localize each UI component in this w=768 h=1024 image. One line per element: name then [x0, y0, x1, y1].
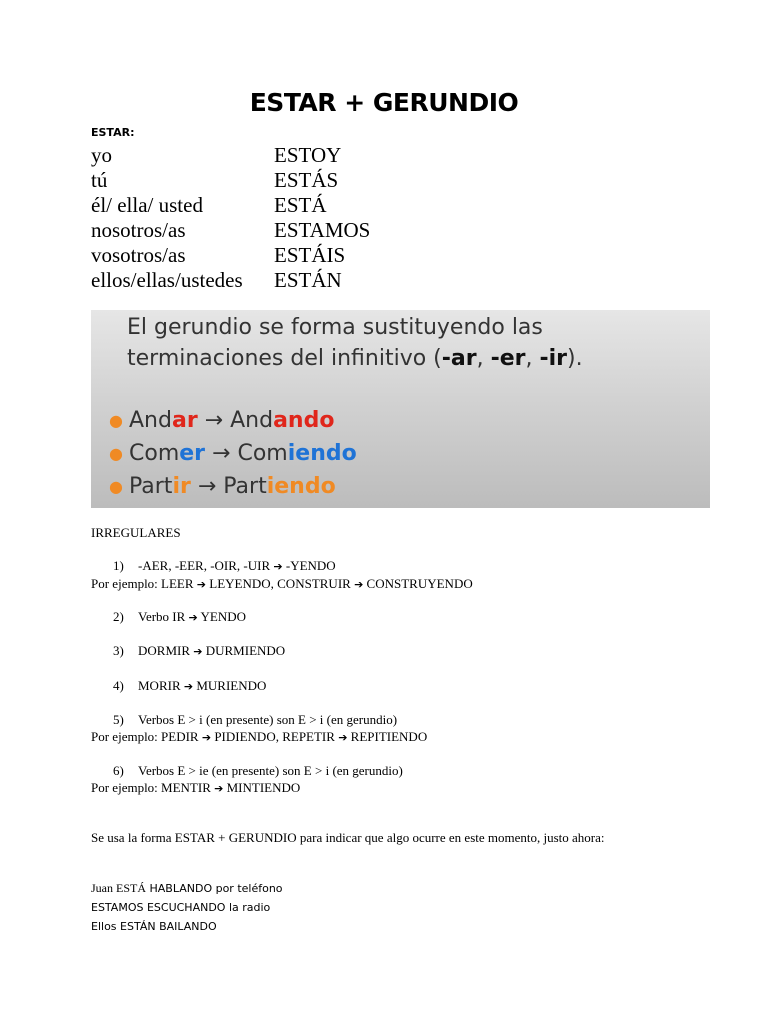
- rule-result: -YENDO: [285, 558, 336, 573]
- example-rest: Ellos ESTÁN BAILANDO: [91, 920, 217, 933]
- conjugation-row: [91, 268, 370, 293]
- arrow-icon: ➔: [273, 560, 283, 573]
- rule-number: 1): [113, 558, 124, 573]
- gerund-stem: Com: [237, 441, 288, 466]
- gerund-stem: And: [230, 408, 274, 433]
- usage-example: [91, 898, 283, 917]
- comma: ,: [525, 346, 540, 371]
- infinitive-ending: ar: [171, 408, 198, 433]
- example-text: Por ejemplo: LEER: [91, 576, 194, 591]
- arrow-icon: ➔: [201, 731, 212, 744]
- verb-form: ESTÁN: [274, 268, 342, 292]
- arrow-icon: ➔: [214, 782, 224, 795]
- example-text: Por ejemplo: PEDIR: [91, 729, 199, 744]
- gerund-slide: [91, 310, 710, 508]
- example-text: CONSTRUYENDO: [366, 576, 473, 591]
- pronoun: ellos/ellas/ustedes: [91, 268, 243, 292]
- usage-note: Se usa la forma ESTAR + GERUNDIO para indicar que algo ocurre en este momento, justo ahora:: [91, 830, 605, 845]
- page-title: ESTAR + GERUNDIO: [249, 88, 519, 117]
- arrow-icon: →: [197, 474, 217, 499]
- example-text: PIDIENDO, REPETIR: [214, 729, 335, 744]
- bullet-icon: ●: [109, 477, 123, 496]
- conjugation-row: [91, 218, 370, 243]
- pronoun: vosotros/as: [91, 243, 186, 267]
- rule-3: [91, 642, 711, 660]
- infinitive-stem: Part: [129, 474, 173, 499]
- infinitive-ending: ir: [172, 474, 191, 499]
- rule-text: Verbos E > ie (en presente) son E > i (en gerundio): [138, 763, 403, 778]
- rule-1: [91, 557, 711, 593]
- arrow-icon: ➔: [193, 645, 203, 658]
- infinitive-ending: er: [179, 441, 206, 466]
- rule-number: 4): [113, 678, 124, 693]
- rule-number: 6): [113, 763, 124, 778]
- conjugation-row: [91, 243, 370, 268]
- slide-heading: [127, 312, 583, 374]
- conjugation-row: [91, 193, 370, 218]
- slide-example-partir: [109, 470, 357, 503]
- rule-4: [91, 677, 711, 695]
- rule-result: MURIENDO: [196, 678, 267, 693]
- verb-form: ESTÁ: [274, 193, 327, 217]
- example-text: REPITIENDO: [350, 729, 428, 744]
- rule-number: 3): [113, 643, 124, 658]
- arrow-icon: ➔: [188, 611, 198, 624]
- slide-line-2-pre: terminaciones del infinitivo (: [127, 346, 442, 371]
- pronoun: yo: [91, 143, 112, 167]
- ending-er: -er: [490, 346, 526, 371]
- slide-example-andar: [109, 404, 357, 437]
- verb-form: ESTÁS: [274, 168, 339, 192]
- arrow-icon: ➔: [354, 578, 364, 591]
- rule-2: [91, 608, 711, 626]
- arrow-icon: →: [212, 441, 231, 466]
- ending-ir: -ir: [539, 346, 568, 371]
- arrow-icon: ➔: [183, 680, 194, 693]
- conjugation-row: [91, 143, 370, 168]
- rule-text: Verbo IR: [138, 609, 186, 624]
- example-rest: ESTAMOS ESCUCHANDO la radio: [91, 901, 271, 914]
- rule-number: 2): [113, 609, 124, 624]
- rule-5: [91, 711, 711, 746]
- arrow-icon: ➔: [196, 578, 207, 591]
- example-text: Por ejemplo: MENTIR: [91, 780, 211, 795]
- pronoun: él/ ella/ usted: [91, 193, 203, 217]
- infinitive-stem: Com: [129, 441, 180, 466]
- rule-result: YENDO: [200, 609, 247, 624]
- infinitive-stem: And: [129, 408, 172, 433]
- estar-label: ESTAR:: [91, 126, 135, 139]
- usage-example: [91, 917, 283, 936]
- conjugation-row: [91, 168, 370, 193]
- slide-examples: [109, 404, 357, 503]
- conjugation-table: [91, 143, 370, 293]
- arrow-icon: →: [204, 408, 224, 433]
- example-rest: HABLANDO por teléfono: [146, 882, 283, 895]
- example-text: MINTIENDO: [226, 780, 301, 795]
- usage-examples: [91, 879, 283, 936]
- rule-number: 5): [113, 712, 124, 727]
- example-text: LEYENDO, CONSTRUIR: [209, 576, 351, 591]
- bullet-icon: ●: [109, 411, 123, 430]
- arrow-icon: ➔: [338, 731, 348, 744]
- verb-form: ESTOY: [274, 143, 342, 167]
- pronoun: tú: [91, 168, 108, 192]
- rule-text: -AER, -EER, -OIR, -UIR: [138, 558, 271, 573]
- slide-line-1: El gerundio se forma sustituyendo las: [127, 315, 543, 340]
- rule-text: DORMIR: [138, 643, 191, 658]
- gerund-stem: Part: [223, 474, 267, 499]
- comma: ,: [476, 346, 491, 371]
- usage-example: [91, 879, 283, 898]
- rule-text: MORIR: [138, 678, 181, 693]
- rule-6: [91, 762, 711, 797]
- ending-ar: -ar: [441, 346, 477, 371]
- gerund-ending: ando: [273, 408, 335, 433]
- rule-text: Verbos E > i (en presente) son E > i (en gerundio): [138, 712, 398, 727]
- pronoun: nosotros/as: [91, 218, 186, 242]
- example-lead: Juan ESTÁ: [91, 881, 146, 895]
- gerund-ending: iendo: [266, 474, 336, 499]
- verb-form: ESTAMOS: [274, 218, 371, 242]
- slide-line-2-post: ).: [567, 346, 583, 371]
- gerund-ending: iendo: [287, 441, 357, 466]
- slide-line-2: [127, 343, 583, 374]
- verb-form: ESTÁIS: [274, 243, 346, 267]
- rule-result: DURMIENDO: [205, 643, 286, 658]
- bullet-icon: ●: [109, 444, 123, 463]
- irregulares-heading: IRREGULARES: [91, 525, 181, 540]
- slide-example-comer: [109, 437, 357, 470]
